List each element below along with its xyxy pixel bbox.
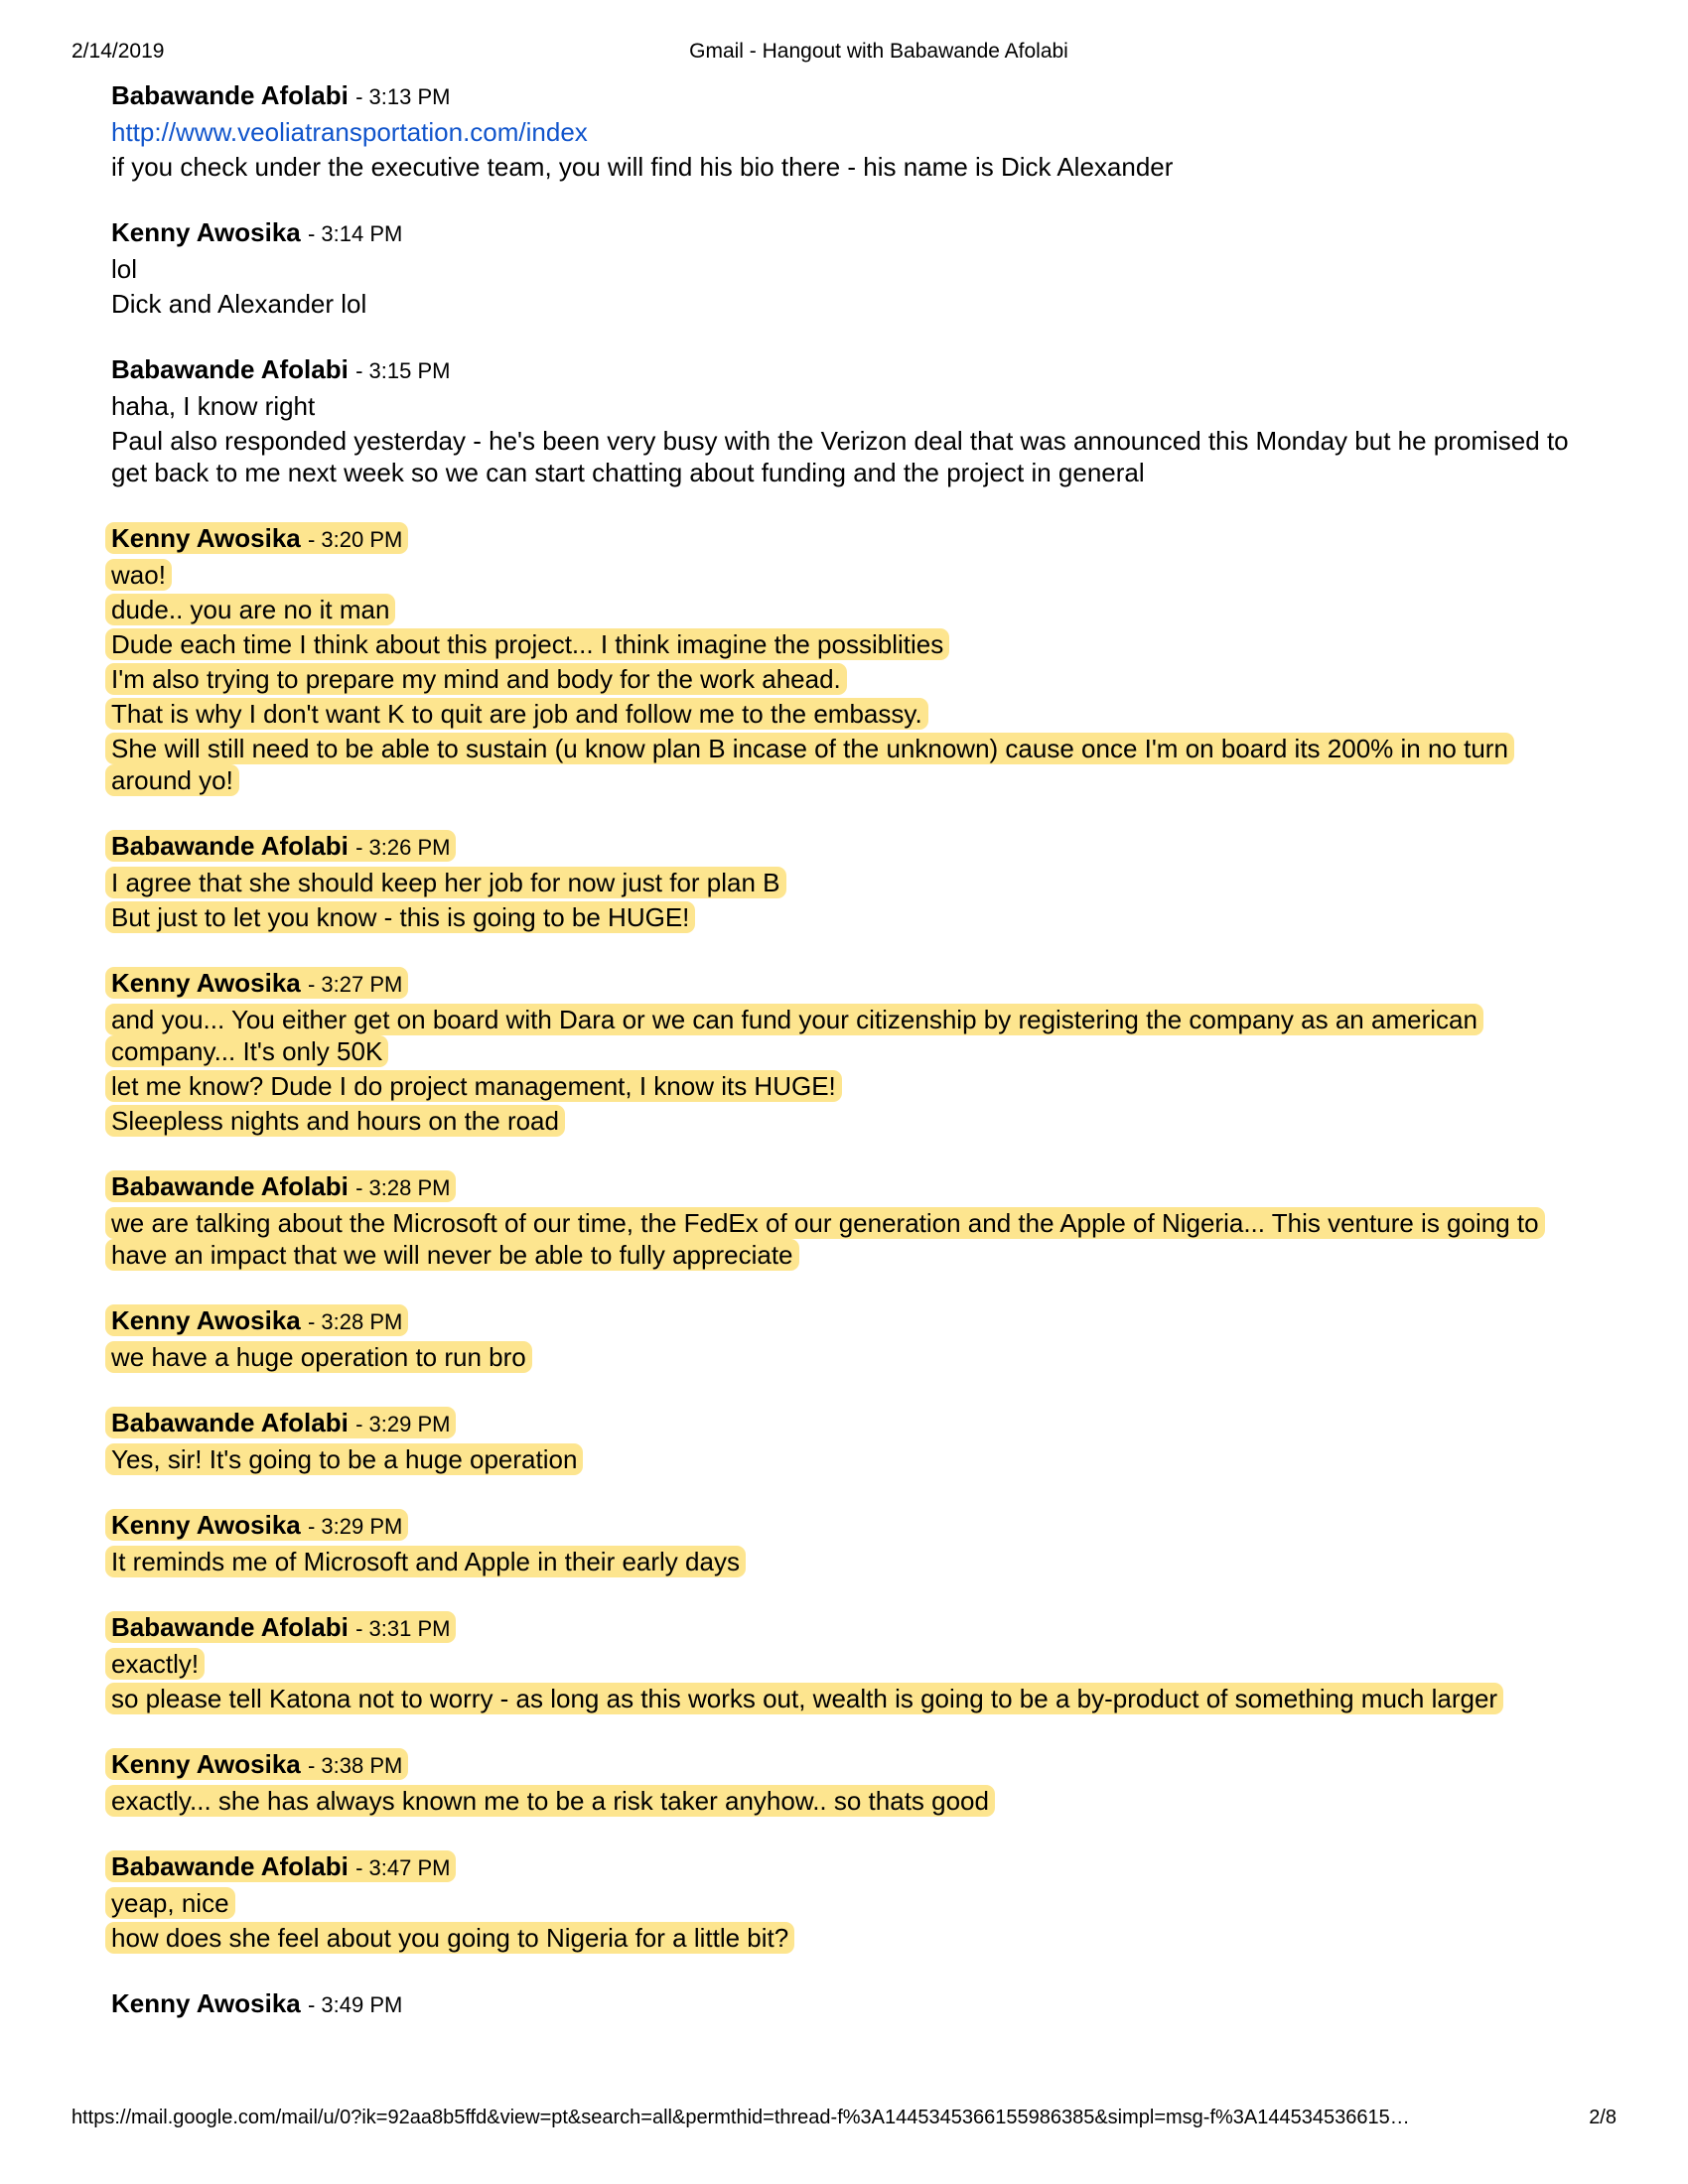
sender-name: Kenny Awosika — [111, 1305, 301, 1335]
sender-name: Babawande Afolabi — [111, 1171, 349, 1201]
message-header — [111, 520, 1589, 558]
message-line — [111, 151, 1589, 183]
message-text: lol — [111, 254, 138, 284]
message-time: - 3:38 PM — [307, 1753, 403, 1778]
message-line — [111, 594, 1589, 625]
message-text: That is why I don't want K to quit are job and follow me to the embassy. — [105, 698, 928, 730]
message-line — [111, 1207, 1589, 1271]
message-header-highlight — [105, 1611, 456, 1643]
page-number: 2/8 — [1589, 2107, 1617, 2128]
message-time: - 3:28 PM — [307, 1309, 403, 1334]
message-time: - 3:26 PM — [355, 835, 451, 860]
message-line — [111, 698, 1589, 730]
message-text: I'm also trying to prepare my mind and body for the work ahead. — [105, 663, 847, 695]
message-text: Paul also responded yesterday - he's been very busy with the Verizon deal that was announced this Monday but he promised to get back to me next week so we can start chatting about funding and the project in general — [111, 426, 1569, 487]
message-header — [111, 965, 1589, 1003]
message-text: haha, I know right — [111, 391, 316, 421]
message-time: - 3:13 PM — [355, 84, 451, 109]
message-text: so please tell Katona not to worry - as long as this works out, wealth is going to be a by-product of something much larger — [105, 1683, 1503, 1714]
chat-message — [111, 1609, 1589, 1714]
message-header-highlight — [105, 522, 408, 554]
chat-message — [111, 1302, 1589, 1373]
message-line — [111, 1105, 1589, 1137]
sender-name: Kenny Awosika — [111, 1988, 301, 2018]
message-time: - 3:49 PM — [307, 1992, 403, 2017]
message-text: and you... You either get on board with Dara or we can fund your citizenship by registering the company as an american company... It's only 50K — [105, 1004, 1483, 1067]
message-text: But just to let you know - this is going to be HUGE! — [105, 901, 695, 933]
message-line — [111, 425, 1589, 488]
message-text: let me know? Dude I do project management, I know its HUGE! — [105, 1070, 842, 1102]
message-time: - 3:31 PM — [355, 1616, 451, 1641]
chat-message — [111, 77, 1589, 183]
chat-message — [111, 520, 1589, 796]
print-date: 2/14/2019 — [71, 40, 165, 63]
message-time: - 3:28 PM — [355, 1175, 451, 1200]
message-header-highlight — [105, 1304, 408, 1336]
message-line — [111, 1070, 1589, 1102]
sender-name: Kenny Awosika — [111, 523, 301, 553]
message-header-highlight — [105, 1850, 456, 1882]
message-header — [111, 1985, 1589, 2023]
message-text: Dude each time I think about this project... I think imagine the possiblities — [105, 628, 949, 660]
message-line — [111, 1683, 1589, 1714]
message-text: we are talking about the Microsoft of our time, the FedEx of our generation and the Apple of Nigeria... This venture is going to have an impact that we will never be able to fully appreciate — [105, 1207, 1545, 1271]
message-line — [111, 1443, 1589, 1475]
message-header-highlight — [111, 354, 450, 384]
message-line — [111, 253, 1589, 285]
message-line — [111, 1887, 1589, 1919]
message-line — [111, 1341, 1589, 1373]
message-time: - 3:27 PM — [307, 972, 403, 997]
message-text: dude.. you are no it man — [105, 594, 395, 625]
print-footer — [71, 2107, 1617, 2136]
print-url: https://mail.google.com/mail/u/0?ik=92aa8b5ffd&view=pt&search=all&permthid=thread-f%3A1445345366155986385&simpl=msg-f%3A144534536615… — [71, 2107, 1410, 2128]
message-time: - 3:15 PM — [355, 358, 451, 383]
message-text: yeap, nice — [105, 1887, 235, 1919]
message-line — [111, 1546, 1589, 1577]
message-header-highlight — [105, 1170, 456, 1202]
chat-message — [111, 1507, 1589, 1577]
print-header — [71, 40, 1617, 69]
message-text: It reminds me of Microsoft and Apple in their early days — [105, 1546, 746, 1577]
chat-message — [111, 214, 1589, 320]
message-header-highlight — [111, 217, 402, 247]
message-line — [111, 288, 1589, 320]
message-header — [111, 214, 1589, 252]
message-line — [111, 1004, 1589, 1067]
message-header-highlight — [111, 80, 450, 110]
message-text: exactly! — [105, 1648, 205, 1680]
message-line — [111, 733, 1589, 796]
message-header — [111, 1302, 1589, 1340]
chat-message — [111, 1405, 1589, 1475]
message-header-highlight — [105, 830, 456, 862]
message-header — [111, 77, 1589, 115]
message-line — [111, 901, 1589, 933]
message-text: if you check under the executive team, you will find his bio there - his name is Dick Alexander — [111, 152, 1174, 182]
message-time: - 3:29 PM — [307, 1514, 403, 1539]
hangout-thread — [111, 77, 1589, 2055]
message-line — [111, 628, 1589, 660]
message-line — [111, 1922, 1589, 1954]
sender-name: Babawande Afolabi — [111, 1408, 349, 1437]
chat-message — [111, 1168, 1589, 1271]
message-header — [111, 1848, 1589, 1886]
message-line — [111, 867, 1589, 898]
sender-name: Babawande Afolabi — [111, 354, 349, 384]
message-header — [111, 1168, 1589, 1206]
chat-message — [111, 1848, 1589, 1954]
message-line — [111, 663, 1589, 695]
chat-message — [111, 1746, 1589, 1817]
print-title: Gmail - Hangout with Babawande Afolabi — [689, 40, 1068, 63]
message-text: Dick and Alexander lol — [111, 289, 367, 319]
message-line — [111, 1648, 1589, 1680]
message-text: Sleepless nights and hours on the road — [105, 1105, 565, 1137]
sender-name: Babawande Afolabi — [111, 1612, 349, 1642]
chat-message — [111, 965, 1589, 1137]
message-text: wao! — [105, 559, 172, 591]
sender-name: Babawande Afolabi — [111, 1851, 349, 1881]
message-header-highlight — [105, 1509, 408, 1541]
message-header — [111, 351, 1589, 389]
message-header — [111, 1405, 1589, 1442]
message-header — [111, 1609, 1589, 1647]
sender-name: Kenny Awosika — [111, 217, 301, 247]
sender-name: Babawande Afolabi — [111, 80, 349, 110]
message-text: how does she feel about you going to Nigeria for a little bit? — [105, 1922, 794, 1954]
message-line — [111, 559, 1589, 591]
chat-message — [111, 1985, 1589, 2023]
sender-name: Kenny Awosika — [111, 1510, 301, 1540]
message-header-highlight — [105, 1748, 408, 1780]
message-header-highlight — [111, 1988, 402, 2018]
message-header-highlight — [105, 967, 408, 999]
message-time: - 3:47 PM — [355, 1855, 451, 1880]
message-text: exactly... she has always known me to be a risk taker anyhow.. so thats good — [105, 1785, 995, 1817]
message-link[interactable]: http://www.veoliatransportation.com/index — [111, 117, 588, 147]
message-time: - 3:14 PM — [307, 221, 403, 246]
message-link-line — [111, 116, 1589, 148]
sender-name: Babawande Afolabi — [111, 831, 349, 861]
message-line — [111, 390, 1589, 422]
message-line — [111, 1785, 1589, 1817]
message-header — [111, 1507, 1589, 1545]
chat-message — [111, 351, 1589, 488]
sender-name: Kenny Awosika — [111, 968, 301, 998]
message-text: I agree that she should keep her job for now just for plan B — [105, 867, 786, 898]
message-time: - 3:20 PM — [307, 527, 403, 552]
message-header-highlight — [105, 1407, 456, 1438]
message-time: - 3:29 PM — [355, 1412, 451, 1436]
message-header — [111, 828, 1589, 866]
message-text: Yes, sir! It's going to be a huge operation — [105, 1443, 583, 1475]
message-text: She will still need to be able to sustain (u know plan B incase of the unknown) cause once I'm on board its 200% in no turn around yo! — [105, 733, 1514, 796]
message-header — [111, 1746, 1589, 1784]
message-text: we have a huge operation to run bro — [105, 1341, 532, 1373]
sender-name: Kenny Awosika — [111, 1749, 301, 1779]
chat-message — [111, 828, 1589, 933]
